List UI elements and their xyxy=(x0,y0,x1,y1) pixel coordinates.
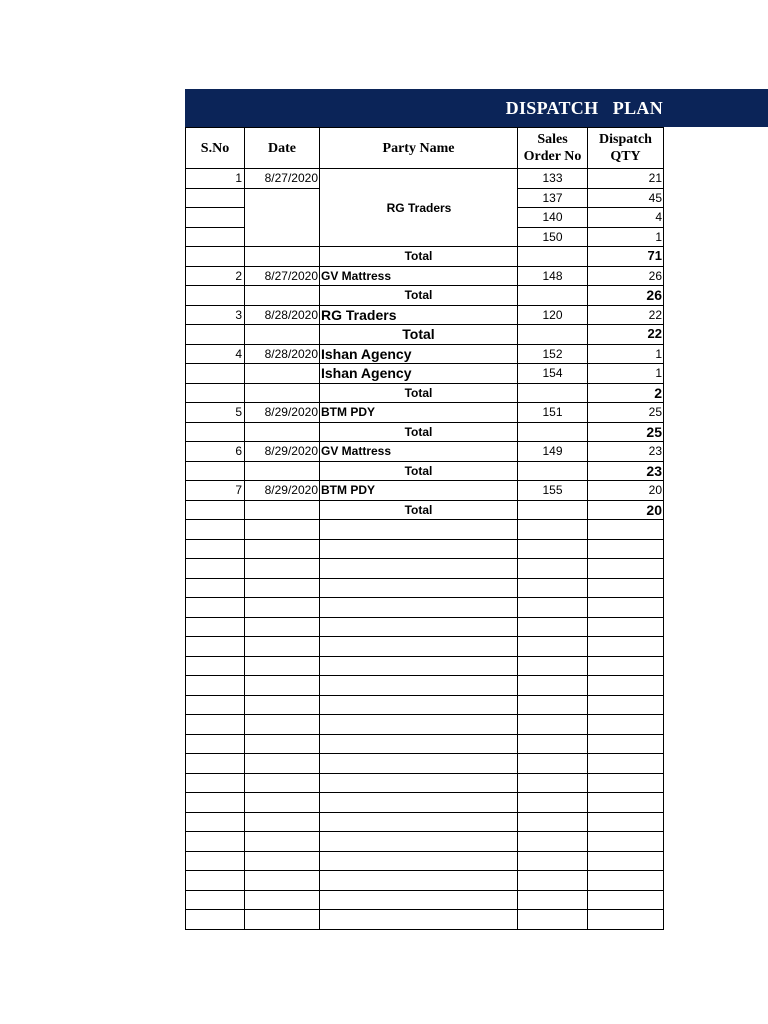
empty-row xyxy=(186,890,664,910)
cell-sales-order-no[interactable] xyxy=(518,715,588,735)
total-row xyxy=(186,286,664,306)
empty-row xyxy=(186,754,664,774)
empty-row xyxy=(186,715,664,735)
cell-dispatch-qty[interactable]: 45 xyxy=(588,188,664,208)
cell-sales-order-no[interactable] xyxy=(518,812,588,832)
cell-party-name[interactable] xyxy=(320,715,518,735)
total-row xyxy=(186,500,664,520)
cell-sales-order-no[interactable] xyxy=(518,247,588,267)
cell-sales-order-no[interactable]: 133 xyxy=(518,169,588,189)
cell-date[interactable]: 8/28/2020 xyxy=(245,305,320,325)
cell-sales-order-no[interactable] xyxy=(518,832,588,852)
cell-date[interactable] xyxy=(245,520,320,540)
cell-date[interactable] xyxy=(245,422,320,442)
empty-row xyxy=(186,539,664,559)
cell-sno[interactable] xyxy=(186,461,245,481)
cell-party-name[interactable]: Ishan Agency xyxy=(320,344,518,364)
empty-row xyxy=(186,773,664,793)
total-label[interactable]: Total xyxy=(320,325,518,345)
cell-dispatch-qty[interactable] xyxy=(588,793,664,813)
cell-dispatch-qty[interactable] xyxy=(588,910,664,930)
empty-row xyxy=(186,832,664,852)
cell-sales-order-no[interactable]: 149 xyxy=(518,442,588,462)
cell-party-name[interactable]: GV Mattress xyxy=(320,266,518,286)
cell-date[interactable] xyxy=(245,910,320,930)
cell-party-name[interactable] xyxy=(320,656,518,676)
cell-dispatch-qty[interactable] xyxy=(588,812,664,832)
cell-sales-order-no[interactable]: 151 xyxy=(518,403,588,423)
cell-sales-order-no[interactable] xyxy=(518,325,588,345)
cell-dispatch-qty[interactable]: 21 xyxy=(588,169,664,189)
cell-date[interactable] xyxy=(245,539,320,559)
total-row xyxy=(186,325,664,345)
cell-sno[interactable] xyxy=(186,364,245,384)
cell-date[interactable] xyxy=(245,383,320,403)
empty-row xyxy=(186,637,664,657)
cell-sno[interactable] xyxy=(186,325,245,345)
cell-sales-order-no[interactable]: 150 xyxy=(518,227,588,247)
cell-dispatch-qty[interactable] xyxy=(588,559,664,579)
cell-sales-order-no[interactable] xyxy=(518,910,588,930)
table-row xyxy=(186,442,664,462)
cell-party-name[interactable] xyxy=(320,754,518,774)
cell-sales-order-no[interactable] xyxy=(518,871,588,891)
cell-party-name[interactable]: GV Mattress xyxy=(320,442,518,462)
cell-sno[interactable] xyxy=(186,890,245,910)
table-row xyxy=(186,305,664,325)
cell-sno[interactable] xyxy=(186,734,245,754)
total-label[interactable]: Total xyxy=(320,422,518,442)
cell-sno[interactable] xyxy=(186,559,245,579)
table-row xyxy=(186,481,664,501)
cell-sno[interactable]: 7 xyxy=(186,481,245,501)
empty-row xyxy=(186,656,664,676)
cell-party-name[interactable] xyxy=(320,890,518,910)
cell-dispatch-qty[interactable]: 4 xyxy=(588,208,664,228)
total-row xyxy=(186,461,664,481)
cell-sno[interactable] xyxy=(186,812,245,832)
cell-sales-order-no[interactable] xyxy=(518,754,588,774)
cell-sno[interactable] xyxy=(186,578,245,598)
cell-sno[interactable]: 5 xyxy=(186,403,245,423)
empty-row xyxy=(186,910,664,930)
table-row xyxy=(186,403,664,423)
total-label[interactable]: Total xyxy=(320,461,518,481)
cell-sales-order-no[interactable]: 120 xyxy=(518,305,588,325)
cell-party-name[interactable]: RG Traders xyxy=(320,305,518,325)
cell-date[interactable] xyxy=(245,793,320,813)
total-row xyxy=(186,422,664,442)
cell-sno[interactable] xyxy=(186,227,245,247)
title-banner xyxy=(185,89,768,127)
cell-dispatch-qty[interactable] xyxy=(588,539,664,559)
cell-sno[interactable] xyxy=(186,695,245,715)
cell-date[interactable] xyxy=(245,364,320,384)
cell-dispatch-qty[interactable] xyxy=(588,520,664,540)
cell-dispatch-qty[interactable] xyxy=(588,851,664,871)
cell-sno[interactable] xyxy=(186,520,245,540)
cell-party-name[interactable] xyxy=(320,598,518,618)
cell-party-name[interactable]: RG Traders xyxy=(320,169,518,247)
header-party-name[interactable]: Party Name xyxy=(320,128,518,169)
cell-sales-order-no[interactable] xyxy=(518,656,588,676)
cell-party-name[interactable]: BTM PDY xyxy=(320,403,518,423)
cell-date[interactable] xyxy=(245,247,320,267)
empty-row xyxy=(186,617,664,637)
cell-date[interactable] xyxy=(245,578,320,598)
cell-party-name[interactable] xyxy=(320,793,518,813)
cell-date[interactable] xyxy=(245,812,320,832)
cell-dispatch-qty[interactable] xyxy=(588,598,664,618)
cell-date[interactable] xyxy=(245,559,320,579)
dispatch-table xyxy=(185,127,664,930)
cell-party-name[interactable] xyxy=(320,832,518,852)
cell-sno[interactable] xyxy=(186,539,245,559)
cell-sno[interactable] xyxy=(186,500,245,520)
cell-party-name[interactable] xyxy=(320,734,518,754)
cell-date[interactable] xyxy=(245,637,320,657)
cell-dispatch-qty[interactable] xyxy=(588,890,664,910)
cell-sno[interactable] xyxy=(186,422,245,442)
total-qty[interactable]: 20 xyxy=(588,500,664,520)
cell-party-name[interactable] xyxy=(320,637,518,657)
cell-date[interactable]: 8/27/2020 xyxy=(245,169,320,189)
cell-sno[interactable] xyxy=(186,715,245,735)
cell-date[interactable]: 8/27/2020 xyxy=(245,266,320,286)
empty-row xyxy=(186,559,664,579)
total-label[interactable]: Total xyxy=(320,247,518,267)
cell-date[interactable]: 8/28/2020 xyxy=(245,344,320,364)
cell-sno[interactable] xyxy=(186,851,245,871)
cell-dispatch-qty[interactable]: 1 xyxy=(588,364,664,384)
cell-dispatch-qty[interactable] xyxy=(588,656,664,676)
cell-sno[interactable]: 1 xyxy=(186,169,245,189)
cell-sno[interactable] xyxy=(186,208,245,228)
total-qty[interactable]: 25 xyxy=(588,422,664,442)
cell-sales-order-no[interactable] xyxy=(518,890,588,910)
header-row xyxy=(186,128,664,169)
cell-sales-order-no[interactable] xyxy=(518,461,588,481)
empty-row xyxy=(186,871,664,891)
cell-sno[interactable] xyxy=(186,286,245,306)
cell-dispatch-qty[interactable]: 23 xyxy=(588,442,664,462)
empty-row xyxy=(186,578,664,598)
cell-date[interactable]: 8/29/2020 xyxy=(245,481,320,501)
cell-sno[interactable]: 4 xyxy=(186,344,245,364)
cell-date[interactable] xyxy=(245,500,320,520)
cell-sno[interactable] xyxy=(186,247,245,267)
cell-party-name[interactable] xyxy=(320,676,518,696)
cell-dispatch-qty[interactable] xyxy=(588,734,664,754)
cell-sales-order-no[interactable]: 148 xyxy=(518,266,588,286)
cell-sales-order-no[interactable] xyxy=(518,734,588,754)
cell-dispatch-qty[interactable] xyxy=(588,773,664,793)
total-label[interactable]: Total xyxy=(320,383,518,403)
cell-party-name[interactable]: BTM PDY xyxy=(320,481,518,501)
cell-sno[interactable] xyxy=(186,383,245,403)
cell-party-name[interactable] xyxy=(320,617,518,637)
cell-sno[interactable] xyxy=(186,656,245,676)
cell-dispatch-qty[interactable] xyxy=(588,578,664,598)
cell-sales-order-no[interactable]: 137 xyxy=(518,188,588,208)
empty-row xyxy=(186,793,664,813)
total-qty[interactable]: 71 xyxy=(588,247,664,267)
cell-sales-order-no[interactable] xyxy=(518,286,588,306)
cell-sales-order-no[interactable] xyxy=(518,676,588,696)
cell-party-name[interactable] xyxy=(320,578,518,598)
cell-party-name[interactable] xyxy=(320,910,518,930)
cell-sales-order-no[interactable] xyxy=(518,793,588,813)
cell-dispatch-qty[interactable] xyxy=(588,832,664,852)
cell-sales-order-no[interactable] xyxy=(518,851,588,871)
total-qty[interactable]: 22 xyxy=(588,325,664,345)
cell-sno[interactable] xyxy=(186,188,245,208)
cell-sales-order-no[interactable] xyxy=(518,773,588,793)
cell-sales-order-no[interactable]: 154 xyxy=(518,364,588,384)
total-label[interactable]: Total xyxy=(320,286,518,306)
cell-date[interactable] xyxy=(245,754,320,774)
empty-row xyxy=(186,734,664,754)
cell-dispatch-qty[interactable] xyxy=(588,871,664,891)
cell-date[interactable] xyxy=(245,656,320,676)
cell-sales-order-no[interactable] xyxy=(518,539,588,559)
cell-dispatch-qty[interactable]: 1 xyxy=(588,227,664,247)
cell-sno[interactable]: 2 xyxy=(186,266,245,286)
cell-sales-order-no[interactable]: 155 xyxy=(518,481,588,501)
cell-sales-order-no[interactable]: 140 xyxy=(518,208,588,228)
empty-row xyxy=(186,598,664,618)
cell-date[interactable] xyxy=(245,598,320,618)
cell-date[interactable] xyxy=(245,832,320,852)
cell-date[interactable] xyxy=(245,695,320,715)
header-date[interactable]: Date xyxy=(245,128,320,169)
cell-date[interactable] xyxy=(245,617,320,637)
cell-date[interactable] xyxy=(245,871,320,891)
cell-party-name[interactable] xyxy=(320,851,518,871)
cell-sales-order-no[interactable] xyxy=(518,520,588,540)
cell-dispatch-qty[interactable]: 22 xyxy=(588,305,664,325)
cell-date[interactable] xyxy=(245,734,320,754)
header-dispatch-qty[interactable]: Dispatch QTY xyxy=(588,128,664,169)
cell-date[interactable] xyxy=(245,890,320,910)
table-row xyxy=(186,266,664,286)
cell-sales-order-no[interactable] xyxy=(518,383,588,403)
cell-sno[interactable] xyxy=(186,676,245,696)
total-row xyxy=(186,247,664,267)
cell-sno[interactable] xyxy=(186,773,245,793)
cell-date[interactable] xyxy=(245,325,320,345)
cell-dispatch-qty[interactable] xyxy=(588,695,664,715)
cell-sales-order-no[interactable] xyxy=(518,422,588,442)
cell-sales-order-no[interactable] xyxy=(518,578,588,598)
cell-sno[interactable] xyxy=(186,832,245,852)
cell-sno[interactable] xyxy=(186,637,245,657)
cell-sno[interactable] xyxy=(186,617,245,637)
cell-dispatch-qty[interactable] xyxy=(588,637,664,657)
total-label[interactable]: Total xyxy=(320,500,518,520)
total-row xyxy=(186,383,664,403)
cell-date[interactable] xyxy=(245,188,320,247)
cell-sales-order-no[interactable] xyxy=(518,617,588,637)
total-qty[interactable]: 2 xyxy=(588,383,664,403)
sheet-title: DISPATCH PLAN xyxy=(505,98,663,118)
cell-date[interactable]: 8/29/2020 xyxy=(245,442,320,462)
cell-party-name[interactable] xyxy=(320,520,518,540)
header-sales-order-no[interactable]: Sales Order No xyxy=(518,128,588,169)
header-sno[interactable]: S.No xyxy=(186,128,245,169)
cell-party-name[interactable]: Ishan Agency xyxy=(320,364,518,384)
empty-row xyxy=(186,695,664,715)
cell-sno[interactable] xyxy=(186,910,245,930)
cell-dispatch-qty[interactable] xyxy=(588,676,664,696)
empty-row xyxy=(186,851,664,871)
cell-dispatch-qty[interactable]: 20 xyxy=(588,481,664,501)
cell-sales-order-no[interactable]: 152 xyxy=(518,344,588,364)
cell-sno[interactable] xyxy=(186,871,245,891)
cell-date[interactable] xyxy=(245,851,320,871)
cell-party-name[interactable] xyxy=(320,773,518,793)
table-row xyxy=(186,344,664,364)
cell-date[interactable] xyxy=(245,461,320,481)
cell-party-name[interactable] xyxy=(320,695,518,715)
cell-date[interactable]: 8/29/2020 xyxy=(245,403,320,423)
cell-sno[interactable]: 3 xyxy=(186,305,245,325)
cell-sno[interactable] xyxy=(186,793,245,813)
cell-dispatch-qty[interactable]: 1 xyxy=(588,344,664,364)
cell-date[interactable] xyxy=(245,286,320,306)
cell-party-name[interactable] xyxy=(320,812,518,832)
cell-sales-order-no[interactable] xyxy=(518,598,588,618)
cell-sno[interactable] xyxy=(186,754,245,774)
table-row xyxy=(186,364,664,384)
total-qty[interactable]: 26 xyxy=(588,286,664,306)
cell-date[interactable] xyxy=(245,715,320,735)
empty-row xyxy=(186,520,664,540)
total-qty[interactable]: 23 xyxy=(588,461,664,481)
empty-row xyxy=(186,812,664,832)
cell-dispatch-qty[interactable] xyxy=(588,715,664,735)
cell-date[interactable] xyxy=(245,676,320,696)
cell-dispatch-qty[interactable]: 25 xyxy=(588,403,664,423)
cell-sales-order-no[interactable] xyxy=(518,637,588,657)
cell-party-name[interactable] xyxy=(320,871,518,891)
empty-row xyxy=(186,676,664,696)
cell-sno[interactable]: 6 xyxy=(186,442,245,462)
cell-sno[interactable] xyxy=(186,598,245,618)
cell-sales-order-no[interactable] xyxy=(518,695,588,715)
cell-sales-order-no[interactable] xyxy=(518,559,588,579)
cell-dispatch-qty[interactable] xyxy=(588,754,664,774)
cell-dispatch-qty[interactable]: 26 xyxy=(588,266,664,286)
cell-party-name[interactable] xyxy=(320,539,518,559)
table-row xyxy=(186,169,664,189)
cell-sales-order-no[interactable] xyxy=(518,500,588,520)
cell-party-name[interactable] xyxy=(320,559,518,579)
cell-date[interactable] xyxy=(245,773,320,793)
cell-dispatch-qty[interactable] xyxy=(588,617,664,637)
